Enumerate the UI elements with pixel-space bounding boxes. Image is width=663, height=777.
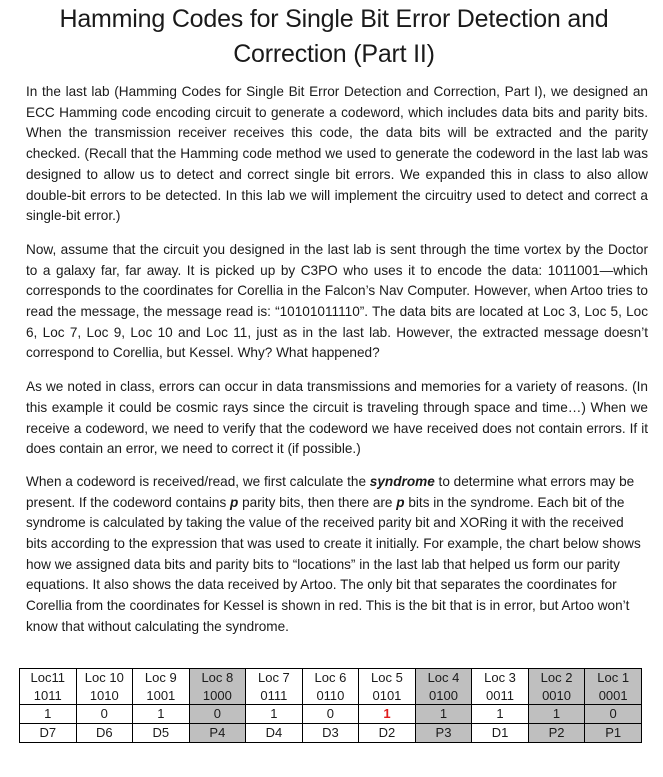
- binary-cell: 1001: [133, 687, 190, 705]
- bit-name-cell: D7: [20, 724, 77, 743]
- bit-name-cell-parity: P3: [415, 724, 472, 743]
- bit-name-cell: D4: [246, 724, 303, 743]
- loc-cell: Loc11: [20, 669, 77, 688]
- binary-cell: 0111: [246, 687, 303, 705]
- binary-cell-parity: 1000: [189, 687, 246, 705]
- error-bit-cell: 1: [359, 705, 416, 724]
- loc-cell-parity: Loc 8: [189, 669, 246, 688]
- bit-name-row: [20, 724, 642, 743]
- loc-cell: Loc 7: [246, 669, 303, 688]
- errors-paragraph: As we noted in class, errors can occur in data transmissions and memories for a variety of reasons. (In this example it could be cosmic rays since the circuit is traveling through space and time…) When we receive a codeword, we need to verify that the codeword we have received does not contain errors. If it does contain an error, we need to correct it (if possible.): [26, 379, 648, 457]
- syndrome-text-a: When a codeword is received/read, we first calculate the: [26, 473, 370, 489]
- bit-name-cell: D1: [472, 724, 529, 743]
- page-title: [26, 0, 648, 72]
- binary-cell: 1010: [76, 687, 133, 705]
- loc-cell: Loc 9: [133, 669, 190, 688]
- syndrome-term: syndrome: [369, 473, 435, 489]
- loc-cell: Loc 6: [302, 669, 359, 688]
- title-line-1: Hamming Codes for Single Bit Error Detection and: [59, 5, 609, 33]
- binary-cell-parity: 0100: [415, 687, 472, 705]
- binary-cell: 0011: [472, 687, 529, 705]
- binary-row: [20, 687, 642, 705]
- parity-var-p: p: [230, 494, 239, 510]
- parity-var-p-2: p: [396, 494, 405, 510]
- received-bit-cell-parity: 1: [415, 705, 472, 724]
- loc-cell: Loc 5: [359, 669, 416, 688]
- loc-cell-parity: Loc 2: [528, 669, 585, 688]
- received-bit-cell-parity: 1: [528, 705, 585, 724]
- loc-cell: Loc 3: [472, 669, 529, 688]
- received-bit-cell: 0: [302, 705, 359, 724]
- syndrome-text-b: to determine what errors may be present. If the codeword contains: [26, 473, 635, 510]
- syndrome-text-c: parity bits, then there are: [238, 494, 397, 510]
- received-bit-cell-parity: 0: [585, 705, 642, 724]
- loc-cell-parity: Loc 1: [585, 669, 642, 688]
- loc-cell-parity: Loc 4: [415, 669, 472, 688]
- received-bit-cell: 1: [133, 705, 190, 724]
- binary-cell: 0101: [359, 687, 416, 705]
- bit-name-cell-parity: P2: [528, 724, 585, 743]
- received-bit-cell: 1: [20, 705, 77, 724]
- binary-cell-parity: 0001: [585, 687, 642, 705]
- intro-paragraph: In the last lab (Hamming Codes for Single Bit Error Detection and Correction, Part I), we designed an ECC Hamming code encoding circuit to generate a codeword, which includes data bits and parity bits. When the transmission receiver receives this code, the data bits will be extracted and the parity checked. (Recall that the Hamming code method we used to generate the codeword in the last lab was designed to allow us to detect and correct single bit errors. We expanded this in class to also allow double-bit errors to be detected. In this lab we will implement the circuitry used to detect and correct a single-bit error.): [26, 84, 648, 224]
- location-header-row: [20, 669, 642, 688]
- received-bit-cell: 1: [246, 705, 303, 724]
- bit-name-cell: D5: [133, 724, 190, 743]
- syndrome-text-d: bits in the syndrome. Each bit of the syndrome is calculated by taking the value of the received parity bit and XORing it with the received bits according to the expression that was used to create it initially. For example, the chart below shows how we assigned data bits and parity bits to “locations” in the last lab that helped us form our parity equations. It also shows the data received by Artoo. The only bit that separates the coordinates for Corellia from the coordinates for Kessel is shown in red. This is the bit that is in error, but Artoo won’t know that without calculating the syndrome.: [26, 494, 641, 634]
- received-bit-cell: 0: [76, 705, 133, 724]
- received-bit-cell-parity: 0: [189, 705, 246, 724]
- bit-name-cell: D6: [76, 724, 133, 743]
- bit-name-cell: D2: [359, 724, 416, 743]
- received-bits-row: [20, 705, 642, 724]
- title-line-2: Correction (Part II): [233, 40, 435, 68]
- bit-name-cell-parity: P4: [189, 724, 246, 743]
- bit-name-cell-parity: P1: [585, 724, 642, 743]
- loc-cell: Loc 10: [76, 669, 133, 688]
- received-bit-cell: 1: [472, 705, 529, 724]
- binary-cell: 1011: [20, 687, 77, 705]
- binary-cell: 0110: [302, 687, 359, 705]
- bit-name-cell: D3: [302, 724, 359, 743]
- binary-cell-parity: 0010: [528, 687, 585, 705]
- syndrome-paragraph: [26, 472, 648, 638]
- scenario-paragraph: Now, assume that the circuit you designed in the last lab is sent through the time vortex by the Doctor to a galaxy far, far away. It is picked up by C3PO who uses it to encode the data: 1011001—which corresponds to the coordinates for Corellia in the Falcon’s Nav Computer. However, when Artoo tries to read the message, the message read is: “10101011110”. The data bits are located at Loc 3, Loc 5, Loc 6, Loc 7, Loc 9, Loc 10 and Loc 11, just as in the last lab. However, the extracted message doesn’t correspond to Corellia, but Kessel. Why? What happened?: [26, 241, 648, 361]
- location-table: [19, 668, 642, 743]
